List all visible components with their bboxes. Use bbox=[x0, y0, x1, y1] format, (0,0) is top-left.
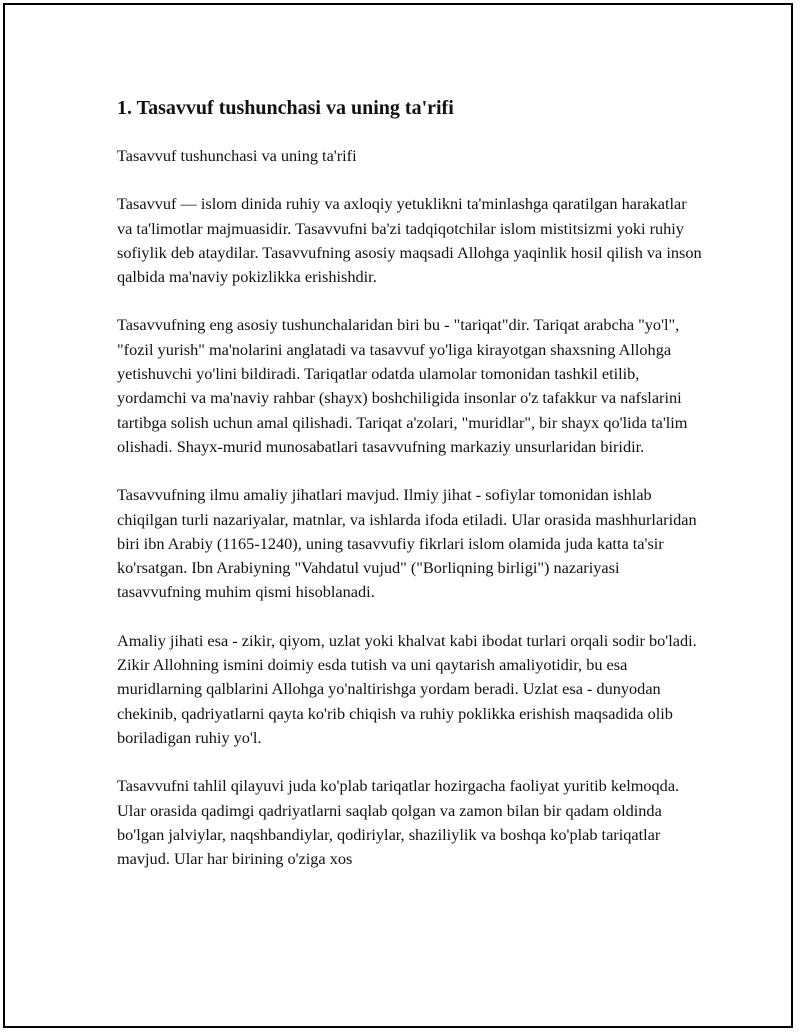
paragraph-practical-aspect: Amaliy jihati esa - zikir, qiyom, uzlat yoki khalvat kabi ibodat turlari orqali sodir bo'ladi. Zikir Allohning ismini doimiy esda tutish va uni qaytarish amaliyotidir, bu esa muridlarning qalblarini Allohga yo'naltirishga yordam beradi. Uzlat esa - dunyodan chekinib, qadriyatlarni qayta ko'rib chiqish va ruhiy poklikka erishish maqsadida olib boriladigan ruhiy yo'l. bbox=[117, 630, 697, 747]
paragraph-definition: Tasavvuf — islom dinida ruhiy va axloqiy yetuklikni ta'minlashga qaratilgan harakatlar va ta'limotlar majmuasidir. Tasavvufni ba'zi tadqiqotchilar islom mistitsizmi yoki ruhiy sofiylik deb ataydilar. Tasavvufning asosiy maqsadi Allohga yaqinlik hosil qilish va inson qalbida ma'naviy pokizlikka erishishdir. bbox=[117, 194, 702, 287]
paragraph-tariqat-orders: Tasavvufni tahlil qilayuvi juda ko'plab tariqatlar hozirgacha faoliyat yuritib kelmoqda. Ular orasida qadimgi qadriyatlarni saqlab qolgan va zamon bilan bir qadam oldinda bo'lgan jalviylar, naqshbandiylar, qodiriylar, shaziliylik va boshqa ko'plab tariqatlar mavjud. Ular har birining o'ziga xos bbox=[117, 776, 680, 869]
document-body bbox=[117, 96, 702, 895]
section-heading: 1. Tasavvuf tushunchasi va uning ta'rifi bbox=[117, 97, 454, 119]
paragraph-tariqat: Tasavvufning eng asosiy tushunchalaridan biri bu - "tariqat"dir. Tariqat arabcha "yo'l", "fozil yurish" ma'nolarini anglatadi va tasavvuf yo'liga kirayotgan shaxsning Allohga yetishuvchi yo'lini bildiradi. Tariqatlar odatda ulamolar tomonidan tashkil etilib, yordamchi va ma'naviy rahbar (shayx) boshchiligida insonlar o'z tafakkur va nafslarini tartibga solish uchun amal qilishadi. Tariqat a'zolari, "muridlar", bir shayx qo'lida ta'lim olishadi. Shayx-murid munosabatlari tasavvufning markaziy unsurlaridan biridir. bbox=[117, 315, 688, 456]
paragraph-theoretical-aspect: Tasavvufning ilmu amaliy jihatlari mavjud. Ilmiy jihat - sofiylar tomonidan ishlab chiqilgan turli nazariyalar, matnlar, va ishlarda ifoda etiladi. Ular orasida mashhurlaridan biri ibn Arabiy (1165-1240), uning tasavvufiy fikrlari islom olamida juda katta ta'sir ko'rsatgan. Ibn Arabiyning "Vahdatul vujud" ("Borliqning birligi") nazariyasi tasavvufning muhim qismi hisoblanadi. bbox=[117, 485, 697, 602]
section-subtitle: Tasavvuf tushunchasi va uning ta'rifi bbox=[117, 146, 357, 165]
